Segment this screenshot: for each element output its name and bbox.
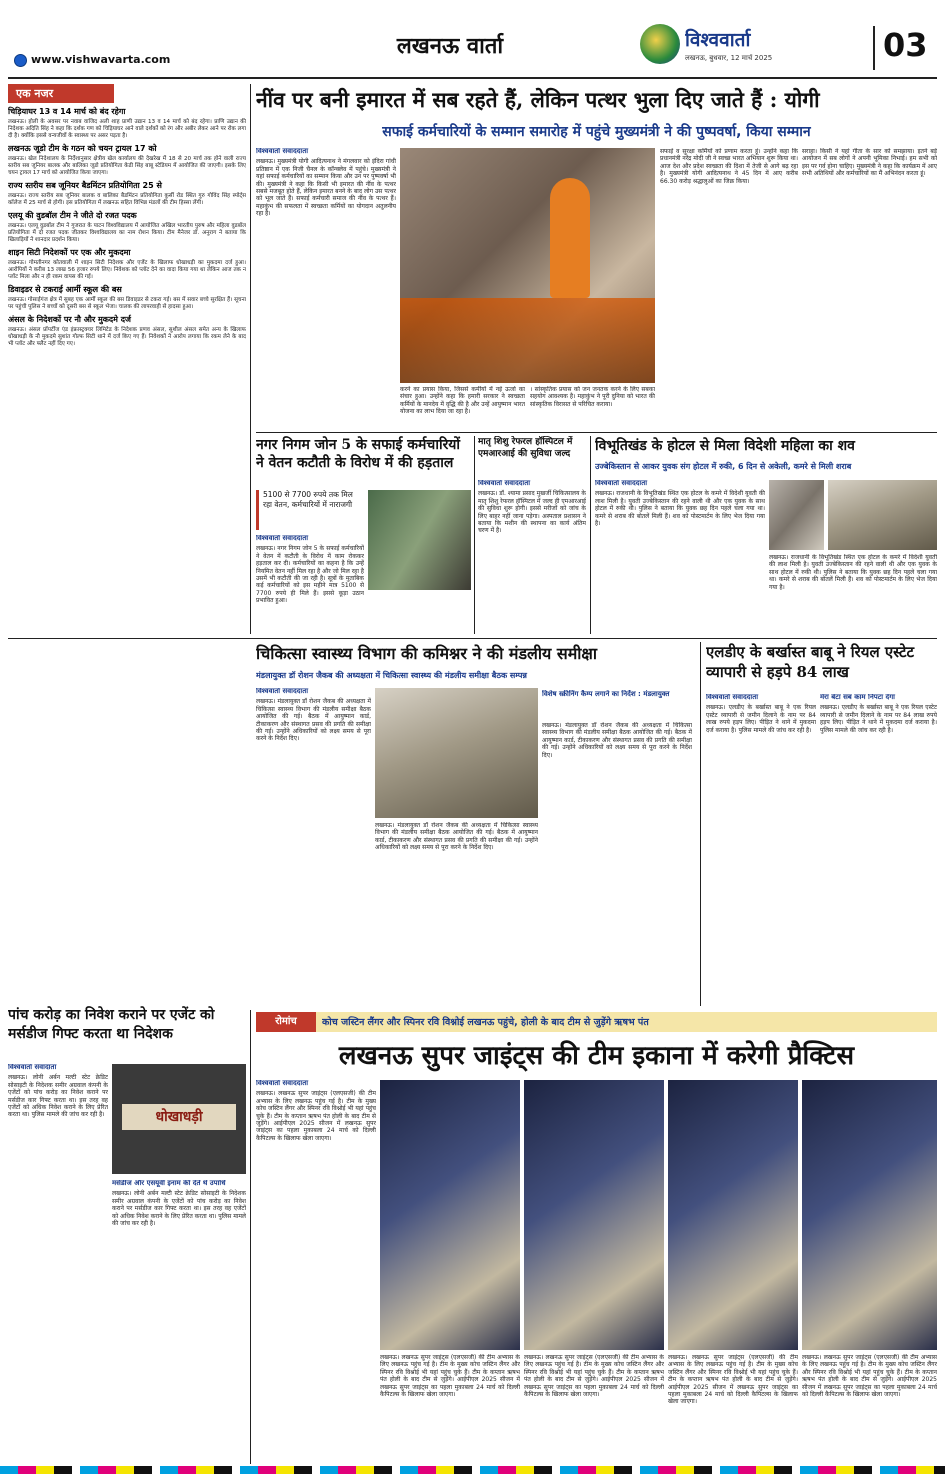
sidebar-item-head: राज्य स्तरीय सब जूनियर बैडमिंटन प्रतियोगिता 25 से <box>8 181 162 190</box>
story4-byline: विश्ववार्ता संवाददाता <box>595 480 648 487</box>
story6-side-head: मेरा बेटा सब काम निपटा देगा <box>820 694 895 701</box>
story6-byline: विश्ववार्ता संवाददाता <box>706 694 759 701</box>
brand-name: विश्ववार्ता <box>685 29 751 51</box>
lead-text: सराहा। किसी ने यहां गीता के सार को समझाया। इतने बड़े आयोजन में सब लोगों ने अपनी भूमिका निभाई। हम सभी को इस पर गर्व होना चाहिए। मुख्यमंत्री ने कहा कि कार्यक्रम में आए सभी अतिथियों और कर्मचारियों का मैं अभिनंदन करता हूं। <box>802 148 937 178</box>
story6-text: लखनऊ। एलडीए के बर्खास्त बाबू ने एक रियल एस्टेट व्यापारी से जमीन दिलाने के नाम पर 84 लाख रुपये हड़प लिए। पीड़ित ने थाने में मुकदमा दर्ज कराया है। पुलिस मामले की जांच कर रही है। <box>820 704 937 734</box>
sidebar-item-head: चिड़ियाघर 13 व 14 मार्च को बंद रहेगा <box>8 107 126 116</box>
sidebar-item-text: लखनऊ। अंसल प्रॉपर्टीज एंड इंफ्रास्ट्रक्चर लिमिटेड के निदेशक प्रणव अंसल, सुशील अंसल समेत अन्य के खिलाफ धोखाधड़ी के नौ मुकदमे सुशांत गोल्फ सिटी थाने में दर्ज किए गए हैं। निवेशकों ने आरोप लगाया कि रकम लेने के बाद भी प्लॉट और फ्लैट नहीं दिए गए। <box>8 327 246 347</box>
sports-photo-4 <box>802 1080 937 1350</box>
sidebar-title: एक नजर <box>8 84 114 103</box>
sports-headline: लखनऊ सुपर जाइंट्स की टीम इकाना में करेगी प्रैक्टिस <box>338 1041 855 1071</box>
sidebar-item-head: अंसल के निदेशकों पर नौ और मुकदमे दर्ज <box>8 315 131 324</box>
sidebar-item <box>8 285 246 311</box>
story2-text: लखनऊ। नगर निगम जोन 5 के सफाई कर्मचारियों ने वेतन में कटौती के विरोध में काम रोककर हड़ताल कर दी। कर्मचारियों का कहना है कि उन्हें नियमित वेतन नहीं मिल रहा है और जो मिल रहा है उसमें भी कटौती की जा रही है। सूत्रों के मुताबिक कई कर्मचारियों को इस महीने मात्र 5100 से 7700 रुपये ही मिले हैं। इससे कूड़ा उठान प्रभावित हुआ। <box>256 545 364 605</box>
story5-pull-quote: विशेष स्क्रीनिंग कैम्प लगाने का निर्देश : मंडलायुक्त <box>542 690 670 698</box>
story5-body <box>256 688 371 1006</box>
sidebar-item-text: लखनऊ। खेल निदेशालय के निर्देशानुसार क्षेत्रीय खेल कार्यालय की देखरेख में 18 से 20 मार्च तक होने वाली राज्य स्तरीय सब जूनियर बालक और बालिका जूडो प्रतियोगिता केडी सिंह बाबू स्टेडियम में आयोजित की जाएगी। इसके लिए चयन ट्रायल 17 मार्च को आयोजित किया जाएगा। <box>8 156 246 176</box>
story7-text: लखनऊ। लोनी अर्बन मल्टी स्टेट क्रेडिट सोसाइटी के निदेशक समीर अग्रवाल कंपनी के एजेंटों को पांच करोड़ का निवेश कराने पर मर्सडीज कार गिफ्ट करता था। इस तरह वह एजेंटों को अधिक निवेश कराने के लिए प्रेरित करता था। पुलिस मामले की जांच कर रही है। <box>8 1074 108 1119</box>
story3-byline: विश्ववार्ता संवाददाता <box>478 480 531 487</box>
sidebar-item-text: लखनऊ। एलयू वुडबॉल टीम ने गुजरात के पाटन विश्वविद्यालय में आयोजित अखिल भारतीय पुरुष और महिला वुडबॉल प्रतियोगिता में दो रजत पदक जीतकर विश्वविद्यालय का नाम रोशन किया। टीम मैनेजर डॉ. अनुराग ने बताया कि खिलाड़ियों ने शानदार प्रदर्शन किया। <box>8 223 246 243</box>
story5-subhead: मंडलायुक्त डॉ रोशन जैकब की अध्यक्षता में चिकित्सा स्वास्थ्य की मंडलीय समीक्षा बैठक सम्पन्न <box>256 671 527 680</box>
masthead <box>0 0 945 90</box>
story5-body-2 <box>542 722 692 1004</box>
story7-body-2 <box>112 1180 246 1464</box>
story5-text: लखनऊ। मंडलायुक्त डॉ रोशन जैकब की अध्यक्षता में चिकित्सा स्वास्थ्य विभाग की मंडलीय समीक्षा बैठक आयोजित की गई। बैठक में आयुष्मान कार्ड, टीकाकरण और संस्थागत प्रसव की प्रगति की समीक्षा की गई। उन्होंने अधिकारियों को लक्ष्य समय से पूरा करने के निर्देश दिए। <box>256 698 371 743</box>
sidebar-item-text: लखनऊ। राज्य स्तरीय सब जूनियर बालक व बालिका बैडमिंटन प्रतियोगिता कुर्सी रोड स्थित गुरु गोविंद सिंह स्पोर्ट्स कॉलेज में 25 मार्च से होगी। इस प्रतियोगिता में लखनऊ सहित विभिन्न मंडलों की टीम हिस्सा लेंगी। <box>8 193 246 206</box>
story6-side <box>820 694 937 1006</box>
story6-text: लखनऊ। एलडीए के बर्खास्त बाबू ने एक रियल एस्टेट व्यापारी से जमीन दिलाने के नाम पर 84 लाख रुपये हड़प लिए। पीड़ित ने थाने में मुकदमा दर्ज कराया है। पुलिस मामले की जांच कर रही है। <box>706 704 816 734</box>
story7-body <box>8 1064 108 1464</box>
story2-body <box>256 535 364 633</box>
sidebar-item <box>8 211 246 244</box>
page-number: 03 <box>873 26 933 70</box>
photo-figure <box>550 178 590 298</box>
lead-text: करने का प्रयास किया, जिससे कर्मीयों में नई ऊर्जा का संचार हुआ। उन्होंने कहा कि हमारी सरकार ने स्वच्छता कर्मियों के मानदेय में वृद्धि की है और उन्हें आयुष्मान भारत योजना का लाभ दिया जा रहा है। <box>400 386 525 416</box>
sidebar-item-text: लखनऊ। गोमतीनगर कोतवाली में शाइन सिटी निदेशक और एजेंट के खिलाफ धोखाधड़ी का मुकदमा दर्ज हुआ। आरोपियों ने करीब 13 लाख 56 हजार रुपये लिए। निवेशक को प्लॉट देने का वादा किया गया था लेकिन आज तक न प्लॉट मिला और न ही रकम वापस की गई। <box>8 260 246 280</box>
lead-col-3 <box>530 386 655 430</box>
sports-photo-3 <box>668 1080 798 1350</box>
lead-text: सफाई व सुरक्षा कर्मियों को प्रणाम करता हूं। उन्होंने कहा कि प्रधानमंत्री नरेंद्र मोदी जी ने स्वच्छ भारत अभियान शुरू किया था। आज देश और प्रदेश स्वच्छता की दिशा में तेजी से आगे बढ़ रहा है। मुख्यमंत्री योगी आदित्यनाथ ने 45 दिन में आए करीब 66.30 करोड़ श्रद्धालुओं का जिक्र किया। <box>660 148 798 185</box>
story2-byline: विश्ववार्ता संवाददाता <box>256 535 309 542</box>
sports-body <box>256 1080 376 1464</box>
sports-text: लखनऊ। लखनऊ सुपर जाइंट्स (एलएसजी) की टीम अभ्यास के लिए लखनऊ पहुंच गई है। टीम के मुख्य कोच जस्टिन लैंगर और स्पिनर रवि विश्नोई भी यहां पहुंच चुके हैं। टीम के कप्तान ऋषभ पंत होली के बाद टीम से जुड़ेंगे। आईपीएल 2025 सीजन में लखनऊ सुपर जाइंट्स का पहला मुकाबला 24 मार्च को दिल्ली कैपिटल्स के खिलाफ खेला जाएगा। <box>668 1354 798 1406</box>
sidebar-item <box>8 248 246 281</box>
story7-side-head: मर्सडीज और एसयूवी इनाम की देते थे उपाधि <box>112 1180 226 1187</box>
sidebar-ek-nazar <box>8 84 246 634</box>
sidebar-item <box>8 107 246 140</box>
sports-kicker-line: कोच जस्टिन लैंगर और स्पिनर रवि विश्नोई लखनऊ पहुंचे, होली के बाद टीम से जुड़ेंगे ऋषभ पंत <box>322 1017 649 1028</box>
sports-text: लखनऊ। लखनऊ सुपर जाइंट्स (एलएसजी) की टीम अभ्यास के लिए लखनऊ पहुंच गई है। टीम के मुख्य कोच जस्टिन लैंगर और स्पिनर रवि विश्नोई भी यहां पहुंच चुके हैं। टीम के कप्तान ऋषभ पंत होली के बाद टीम से जुड़ेंगे। आईपीएल 2025 सीजन में लखनऊ सुपर जाइंट्स का पहला मुकाबला 24 मार्च को दिल्ली कैपिटल्स के खिलाफ खेला जाएगा। <box>802 1354 937 1399</box>
sports-body-5 <box>802 1354 937 1464</box>
sports-photo-1 <box>380 1080 520 1350</box>
story3-body <box>478 480 586 632</box>
sidebar-item-text: लखनऊ। होली के अवसर पर नवाब वाजिद अली शाह प्राणी उद्यान 13 व 14 मार्च को बंद रहेगा। प्राणि उद्यान की निदेशक अदिति सिंह ने कहा कि दर्शक गण को चिड़ियाघर आने वाले दर्शकों को रंग और अबीर लेकर आने पर रोक लगा दी है। क्योंकि इससे वन्यजीवों के स्वास्थ्य पर असर पड़ता है। <box>8 119 246 139</box>
story4-body <box>595 480 765 632</box>
lead-text: । सांस्कृतिक प्रयास को जन जनतक करने के लिए सबका सहयोग आवश्यक है। महाकुंभ ने पूरी दुनिया को भारत की सांस्कृतिक विरासत से परिचित कराया। <box>530 386 655 408</box>
story7-byline: विश्ववार्ता संवादाता <box>8 1064 57 1071</box>
story4-body-2 <box>769 554 937 632</box>
story7-stamp <box>112 1064 246 1174</box>
story6-headline: एलडीए के बर्खास्त बाबू ने रियल एस्टेट व्यापारी से हड़पे 84 लाख <box>706 643 915 681</box>
lead-col-5 <box>802 148 937 388</box>
sidebar-item <box>8 315 246 348</box>
sports-byline: विश्ववार्ता संवाददाता <box>256 1080 309 1087</box>
lead-byline: विश्ववार्ता संवाददाता <box>256 148 309 155</box>
story4-subhead: उज्बेकिस्तान से आकर युवक संग होटल में रुकी, 6 दिन से अकेली, कमरे से मिली शराब <box>595 462 852 471</box>
sidebar-item-head: लखनऊ जूडो टीम के गठन को चयन ट्रायल 17 को <box>8 144 157 153</box>
story4-photo-portrait <box>769 480 824 550</box>
lead-col-2 <box>400 386 525 430</box>
ink-bar <box>0 1466 945 1474</box>
sports-photo-2 <box>524 1080 664 1350</box>
story3-headline: मातृ शिशु रेफरल हॉस्पिटल में एमआरआई की सुविधा जल्द <box>478 437 573 459</box>
lead-text: लखनऊ। मुख्यमंत्री योगी आदित्यनाथ ने मंगलवार को इंदिरा गांधी प्रतिष्ठान में एक निजी चैनल के कॉन्क्लेव में पहुंचे। मुख्यमंत्री ने यहां सफाई कर्मचारियों का सम्मान किया और उन पर पुष्पवर्षा भी की। मुख्यमंत्री ने कहा कि किसी भी इमारत की नींव के पत्थर सबसे मजबूत होते हैं, लेकिन इमारत बनने के बाद लोग उस पत्थर को भूल जाते हैं। सफाई कर्मचारी समाज की नींव के पत्थर हैं। महाकुंभ की सफलता में स्वच्छता कर्मियों का योगदान अतुलनीय रहा है। <box>256 158 396 218</box>
photo-crowd <box>400 298 655 383</box>
lead-col-4 <box>660 148 798 388</box>
section-title: लखनऊ वार्ता <box>396 33 504 59</box>
sidebar-item <box>8 144 246 177</box>
lead-subhead: सफाई कर्मचारियों के सम्मान समारोह में पहुंचे मुख्यमंत्री ने की पुष्पवर्षा, किया सम्मान <box>382 124 811 140</box>
sports-kicker-bar <box>256 1012 937 1032</box>
story4-text: लखनऊ। राजधानी के विभूतिखंड स्थित एक होटल के कमरे में विदेशी युवती की लाश मिली है। युवती उज्बेकिस्तान की रहने वाली थी और एक युवक के साथ होटल में रुकी थी। पुलिस ने बताया कि युवक छह दिन पहले चला गया था। कमरे से शराब की बोतलें मिली हैं। शव को पोस्टमार्टम के लिए भेज दिया गया है। <box>769 554 937 591</box>
globe-icon <box>14 54 27 67</box>
story3-text: लखनऊ। डॉ. श्यामा प्रसाद मुखर्जी चिकित्सालय के मातृ शिशु रेफरल हॉस्पिटल में जल्द ही एमआरआई की सुविधा शुरू होगी। इससे मरीजों को जांच के लिए बाहर नहीं जाना पड़ेगा। अस्पताल प्रशासन ने बताया कि मशीन की स्थापना का कार्य अंतिम चरण में है। <box>478 490 586 535</box>
sidebar-item-head: एलयू की वुडबॉल टीम ने जीते दो रजत पदक <box>8 211 137 220</box>
story5-text: लखनऊ। मंडलायुक्त डॉ रोशन जैकब की अध्यक्षता में चिकित्सा स्वास्थ्य विभाग की मंडलीय समीक्षा बैठक आयोजित की गई। बैठक में आयुष्मान कार्ड, टीकाकरण और संस्थागत प्रसव की प्रगति की समीक्षा की गई। उन्होंने अधिकारियों को लक्ष्य समय से पूरा करने के निर्देश दिए। <box>542 722 692 759</box>
sports-body-2 <box>380 1354 520 1464</box>
story5-body-3 <box>375 822 538 1004</box>
vishwavarta-logo <box>640 24 680 64</box>
sports-text: लखनऊ। लखनऊ सुपर जाइंट्स (एलएसजी) की टीम अभ्यास के लिए लखनऊ पहुंच गई है। टीम के मुख्य कोच जस्टिन लैंगर और स्पिनर रवि विश्नोई भी यहां पहुंच चुके हैं। टीम के कप्तान ऋषभ पंत होली के बाद टीम से जुड़ेंगे। आईपीएल 2025 सीजन में लखनऊ सुपर जाइंट्स का पहला मुकाबला 24 मार्च को दिल्ली कैपिटल्स के खिलाफ खेला जाएगा। <box>524 1354 664 1399</box>
lead-headline: नींव पर बनी इमारत में सब रहते हैं, लेकिन पत्थर भुला दिए जाते हैं : योगी <box>256 87 820 112</box>
sidebar-item-head: डिवाइडर से टकराई आर्मी स्कूल की बस <box>8 285 122 294</box>
story7-text: लखनऊ। लोनी अर्बन मल्टी स्टेट क्रेडिट सोसाइटी के निदेशक समीर अग्रवाल कंपनी के एजेंटों को पांच करोड़ का निवेश कराने पर मर्सडीज कार गिफ्ट करता था। इस तरह वह एजेंटों को अधिक निवेश कराने के लिए प्रेरित करता था। पुलिस मामले की जांच कर रही है। <box>112 1190 246 1228</box>
lead-col-1 <box>256 148 396 388</box>
sports-body-4 <box>668 1354 798 1464</box>
story4-text: लखनऊ। राजधानी के विभूतिखंड स्थित एक होटल के कमरे में विदेशी युवती की लाश मिली है। युवती उज्बेकिस्तान की रहने वाली थी और एक युवक के साथ होटल में रुकी थी। पुलिस ने बताया कि युवक छह दिन पहले चला गया था। कमरे से शराब की बोतलें मिली हैं। शव को पोस्टमार्टम के लिए भेज दिया गया है। <box>595 490 765 528</box>
story5-byline: विश्ववार्ता संवाददाता <box>256 688 309 695</box>
story6-body <box>706 694 816 1006</box>
site-url[interactable]: www.vishwavarta.com <box>31 53 171 66</box>
dateline: लखनऊ, बुधवार, 12 मार्च 2025 <box>685 54 773 62</box>
lead-photo-cm <box>400 148 655 383</box>
sidebar-item-text: लखनऊ। गोसाईगंज क्षेत्र में सुबह एक आर्मी स्कूल की बस डिवाइडर से टकरा गई। बस में सवार बच्चे सुरक्षित हैं। सूचना पर पहुंची पुलिस ने बच्चों को दूसरी बस से स्कूल भेजा। चालक की लापरवाही से हादसा हुआ। <box>8 297 246 310</box>
story2-headline: नगर निगम जोन 5 के सफाई कर्मचारियों ने वेतन कटौती के विरोध में की हड़ताल <box>256 437 461 471</box>
story4-headline: विभूतिखंड के होटल से मिला विदेशी महिला का शव <box>595 438 855 454</box>
sports-text: लखनऊ। लखनऊ सुपर जाइंट्स (एलएसजी) की टीम अभ्यास के लिए लखनऊ पहुंच गई है। टीम के मुख्य कोच जस्टिन लैंगर और स्पिनर रवि विश्नोई भी यहां पहुंच चुके हैं। टीम के कप्तान ऋषभ पंत होली के बाद टीम से जुड़ेंगे। आईपीएल 2025 सीजन में लखनऊ सुपर जाइंट्स का पहला मुकाबला 24 मार्च को दिल्ली कैपिटल्स के खिलाफ खेला जाएगा। <box>256 1090 376 1142</box>
story5-headline: चिकित्सा स्वास्थ्य विभाग की कमिश्नर ने की मंडलीय समीक्षा <box>256 644 598 663</box>
sidebar-item-head: शाइन सिटी निदेशकों पर एक और मुकदमा <box>8 248 131 257</box>
story2-pull-quote: 5100 से 7700 रुपये तक मिल रहा वेतन, कर्मचारियों में नाराजगी <box>256 490 364 530</box>
stamp-text: धोखाधड़ी <box>122 1104 236 1130</box>
story4-photo-police <box>828 480 937 550</box>
story7-headline: पांच करोड़ का निवेश कराने पर एजेंट को मर्सडीज गिफ्ट करता था निदेशक <box>8 1007 215 1042</box>
story5-text: लखनऊ। मंडलायुक्त डॉ रोशन जैकब की अध्यक्षता में चिकित्सा स्वास्थ्य विभाग की मंडलीय समीक्षा बैठक आयोजित की गई। बैठक में आयुष्मान कार्ड, टीकाकरण और संस्थागत प्रसव की प्रगति की समीक्षा की गई। उन्होंने अधिकारियों को लक्ष्य समय से पूरा करने के निर्देश दिए। <box>375 822 538 852</box>
story2-photo-garbage <box>368 490 471 590</box>
sports-body-3 <box>524 1354 664 1464</box>
sports-kicker: रोमांच <box>256 1012 316 1032</box>
sports-text: लखनऊ। लखनऊ सुपर जाइंट्स (एलएसजी) की टीम अभ्यास के लिए लखनऊ पहुंच गई है। टीम के मुख्य कोच जस्टिन लैंगर और स्पिनर रवि विश्नोई भी यहां पहुंच चुके हैं। टीम के कप्तान ऋषभ पंत होली के बाद टीम से जुड़ेंगे। आईपीएल 2025 सीजन में लखनऊ सुपर जाइंट्स का पहला मुकाबला 24 मार्च को दिल्ली कैपिटल्स के खिलाफ खेला जाएगा। <box>380 1354 520 1399</box>
sidebar-item <box>8 181 246 207</box>
story5-photo-meeting <box>375 688 538 818</box>
